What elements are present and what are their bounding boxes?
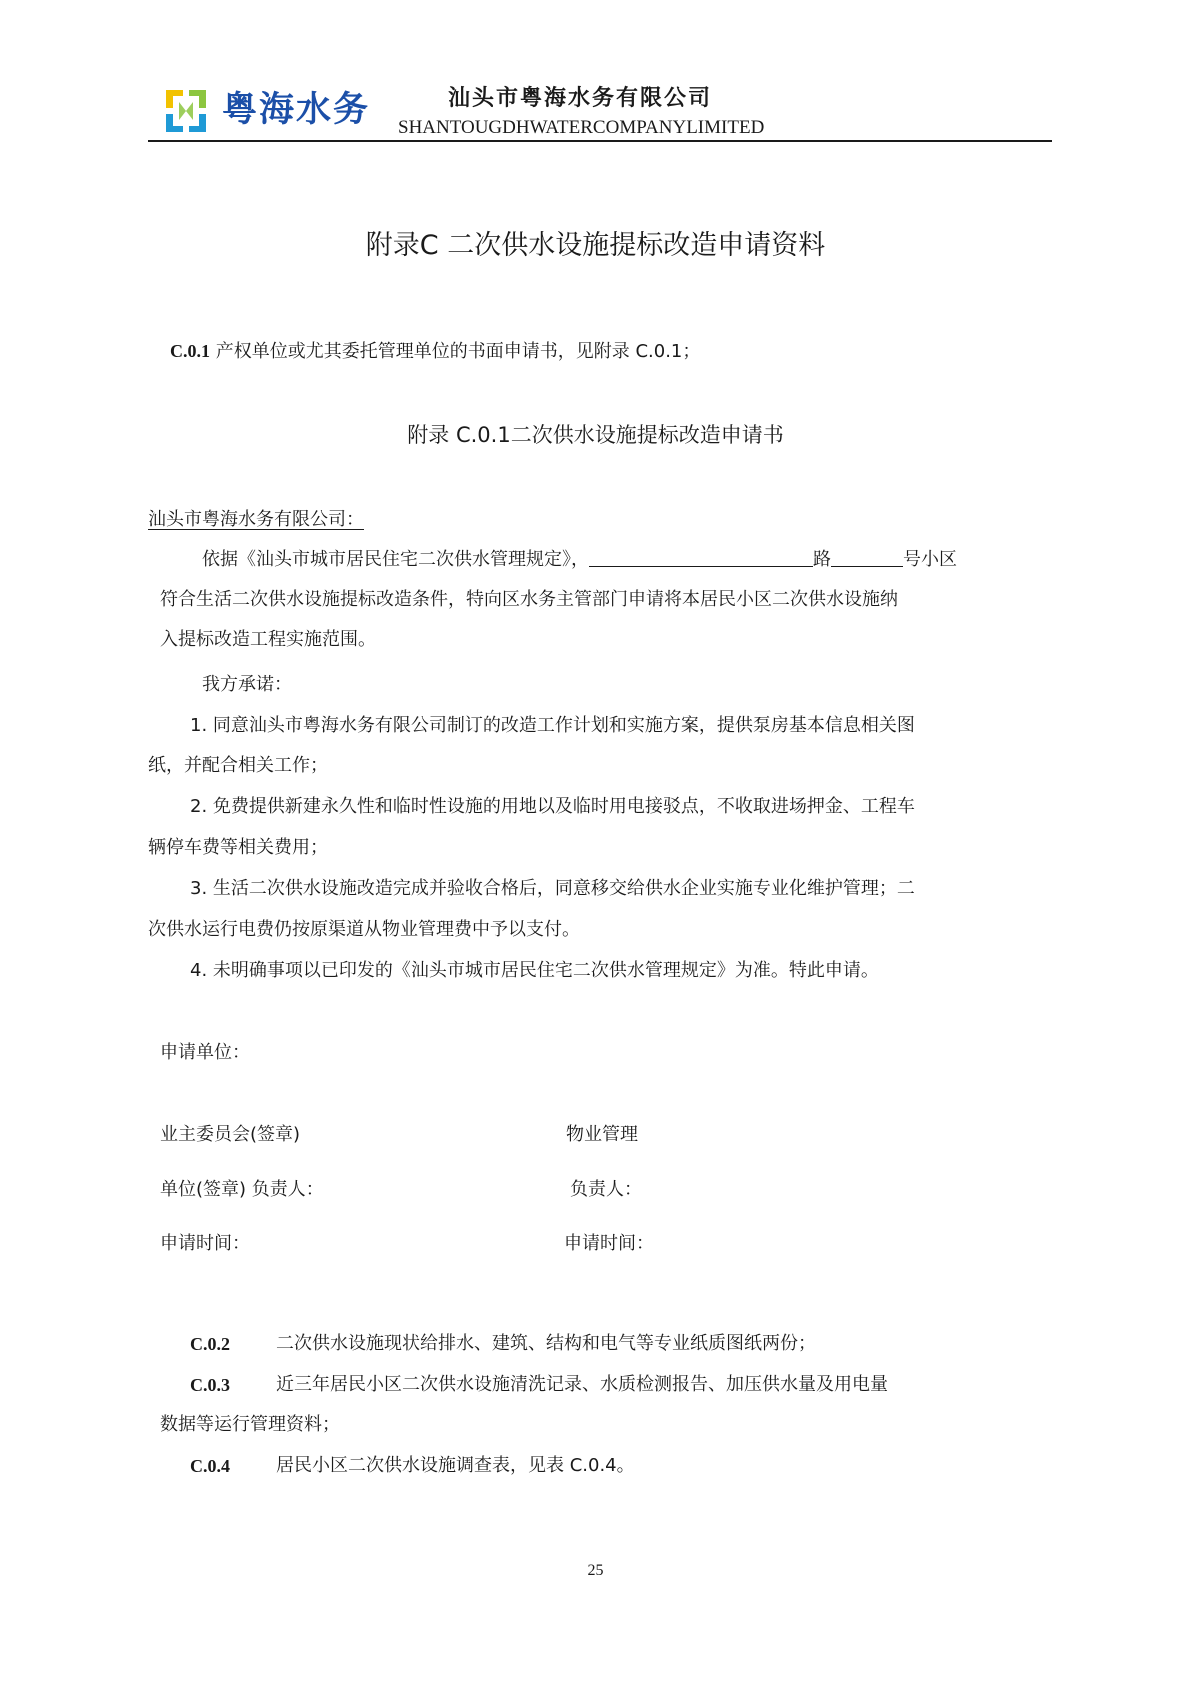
owners-committee-label: 业主委员会(签章) [160, 1124, 301, 1145]
promise-item-4: 4. 未明确事项以已印发的《汕头市城市居民住宅二次供水管理规定》为准。特此申请。 [190, 960, 879, 981]
promise-item-2-line2: 辆停车费等相关费用； [148, 837, 328, 858]
section-c02-text: 二次供水设施现状给排水、建筑、结构和电气等专业纸质图纸两份； [276, 1333, 816, 1354]
section-c01 [170, 338, 700, 365]
company-name-en: SHANTOUGDHWATERCOMPANYLIMITED [398, 117, 765, 138]
letter-intro-line2: 符合生活二次供水设施提标改造条件，特向区水务主管部门申请将本居民小区二次供水设施纳 [160, 589, 898, 610]
house-number-blank [831, 548, 903, 567]
page-number: 25 [587, 1562, 604, 1579]
letter-addressee: 汕头市粤海水务有限公司： [148, 509, 364, 530]
responsible-label: 负责人： [570, 1179, 642, 1200]
road-label: 路 [813, 549, 831, 570]
appendix-subtitle: 附录 C.0.1二次供水设施提标改造申请书 [407, 423, 784, 447]
promise-item-3-line1: 3. 生活二次供水设施改造完成并验收合格后，同意移交给供水企业实施专业化维护管理；二 [190, 878, 915, 899]
applicant-label: 申请单位： [160, 1042, 250, 1063]
promise-item-1-line1: 1. 同意汕头市粤海水务有限公司制订的改造工作计划和实施方案，提供泵房基本信息相关图 [190, 715, 915, 736]
promise-item-2-line1: 2. 免费提供新建永久性和临时性设施的用地以及临时用电接驳点，不收取进场押金、工程车 [190, 796, 915, 817]
road-name-blank [589, 548, 813, 567]
letter-intro-line1 [202, 547, 957, 573]
document-title: 附录C 二次供水设施提标改造申请资料 [365, 230, 826, 261]
promise-heading: 我方承诺： [202, 674, 292, 695]
logo-wordmark: 粤海水务 [222, 90, 371, 130]
apply-time-right-label: 申请时间： [564, 1233, 654, 1254]
company-name-cn: 汕头市粤海水务有限公司 [448, 86, 713, 111]
section-c01-number: C.0.1 [170, 341, 210, 361]
section-c01-text: 产权单位或尤其委托管理单位的书面申请书，见附录 C.0.1； [215, 341, 701, 362]
section-c03-number: C.0.3 [190, 1375, 230, 1395]
apply-time-left-label: 申请时间： [160, 1233, 250, 1254]
section-c03-text-line1: 近三年居民小区二次供水设施清洗记录、水质检测报告、加压供水量及用电量 [276, 1374, 888, 1395]
letter-intro-text: 依据《汕头市城市居民住宅二次供水管理规定》， [202, 549, 589, 570]
property-management-label: 物业管理 [566, 1124, 638, 1145]
company-logo-icon [163, 86, 209, 136]
section-c02-number: C.0.2 [190, 1334, 230, 1354]
header-divider [148, 140, 1052, 142]
number-suffix-label: 号小区 [903, 549, 957, 570]
section-c04-text: 居民小区二次供水设施调查表，见表 C.0.4。 [276, 1455, 635, 1476]
section-c03-text-line2: 数据等运行管理资料； [160, 1414, 340, 1435]
promise-item-3-line2: 次供水运行电费仍按原渠道从物业管理费中予以支付。 [148, 919, 580, 940]
section-c04-number: C.0.4 [190, 1456, 230, 1476]
promise-item-1-line2: 纸，并配合相关工作； [148, 755, 328, 776]
letter-intro-line3: 入提标改造工程实施范围。 [160, 629, 376, 650]
unit-responsible-label: 单位(签章) 负责人： [160, 1179, 324, 1200]
